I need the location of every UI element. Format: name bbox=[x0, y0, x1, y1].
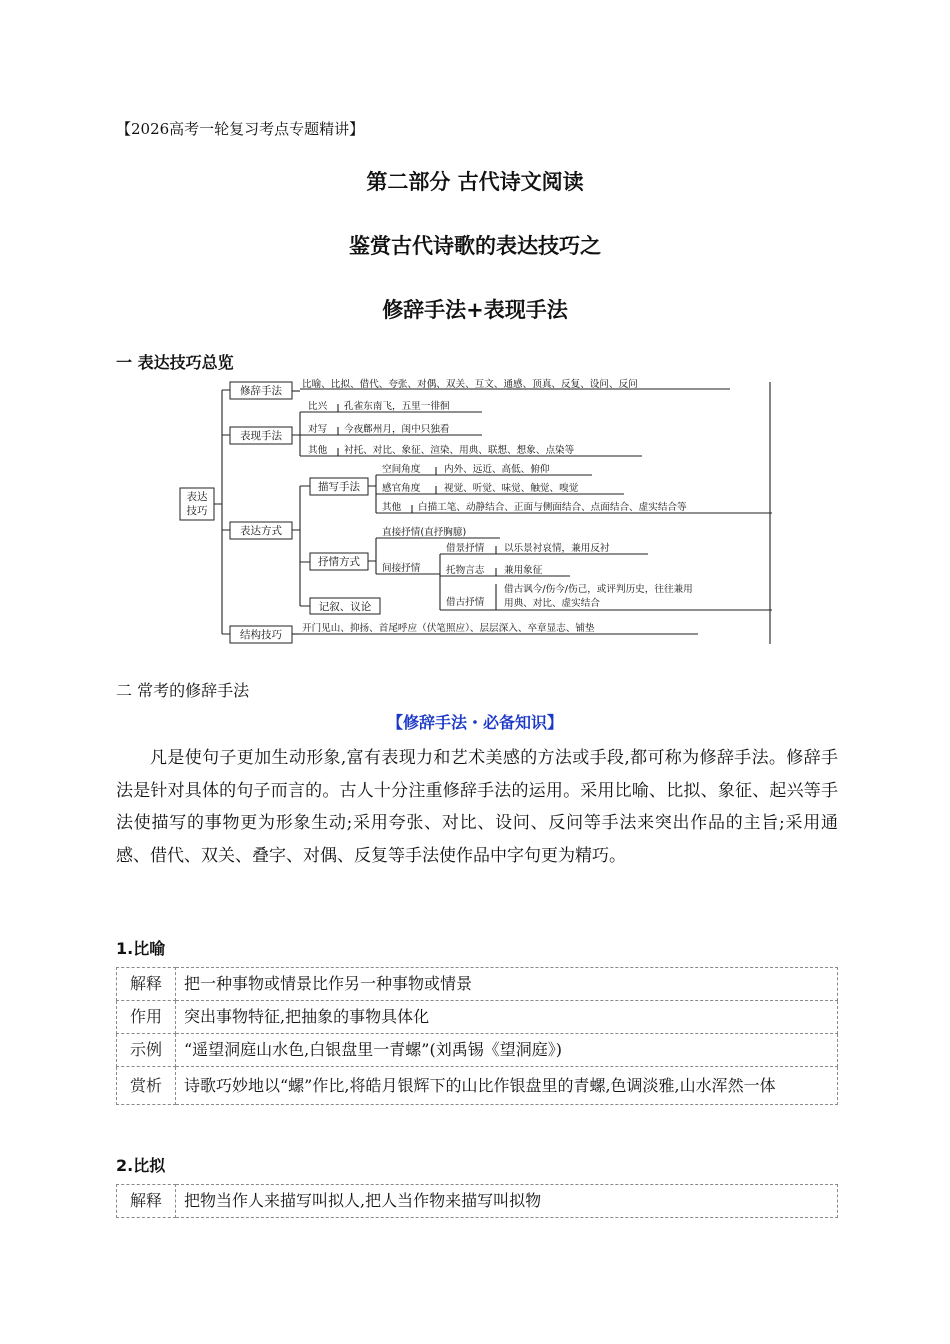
row-value: 诗歌巧妙地以“螺”作比,将皓月银辉下的山比作银盘里的青螺,色调淡雅,山水浑然一体 bbox=[176, 1067, 838, 1105]
mindmap-structure-label: 结构技巧 bbox=[240, 629, 282, 641]
row-key: 作用 bbox=[117, 1001, 176, 1034]
mindmap-rhetoric-label: 修辞手法 bbox=[240, 385, 282, 397]
mindmap-rhetoric-items: 比喻、比拟、借代、夸张、对偶、双关、互文、通感、顶真、反复、设问、反问 bbox=[302, 379, 638, 390]
mindmap-object-label: 托物言志 bbox=[446, 565, 485, 576]
page-title-line1: 鉴赏古代诗歌的表达技巧之 bbox=[349, 234, 601, 258]
part-title: 第二部分 古代诗文阅读 bbox=[366, 170, 584, 194]
row-value: “遥望洞庭山水色,白银盘里一青螺”(刘禹锡《望洞庭》) bbox=[176, 1034, 838, 1067]
table-row bbox=[117, 1034, 838, 1067]
mindmap-root-text-b: 技巧 bbox=[186, 505, 208, 517]
page-title-line2: 修辞手法+表现手法 bbox=[382, 298, 568, 322]
mindmap-object-items: 兼用象征 bbox=[504, 565, 543, 576]
mindmap-performance-label: 表现手法 bbox=[240, 430, 282, 442]
mindmap-root-label: 表达技巧 bbox=[195, 538, 199, 539]
mindmap-history-label: 借古抒情 bbox=[446, 597, 485, 608]
table-row bbox=[117, 1185, 838, 1218]
row-key: 解释 bbox=[117, 968, 176, 1001]
mindmap-sense-label: 感官角度 bbox=[382, 483, 421, 494]
mindmap-lyric-direct: 直接抒情(直抒胸臆) bbox=[382, 527, 467, 538]
mindmap-duixie-label: 对写 bbox=[308, 424, 328, 435]
row-value: 突出事物特征,把抽象的事物具体化 bbox=[176, 1001, 838, 1034]
knowledge-title: 【修辞手法・必备知识】 bbox=[386, 713, 563, 732]
mindmap-history-items-2: 用典、对比、虚实结合 bbox=[504, 598, 600, 609]
personification-table bbox=[116, 1184, 838, 1218]
mindmap-desc-other-items: 白描工笔、动静结合、正面与侧面结合、点面结合、虚实结合等 bbox=[418, 502, 687, 513]
expression-techniques-mindmap bbox=[178, 378, 772, 646]
mindmap-scene-items: 以乐景衬哀情，兼用反衬 bbox=[504, 543, 610, 554]
mindmap-sense-items: 视觉、听觉、味觉、触觉、嗅觉 bbox=[444, 483, 579, 494]
mindmap-lyric-label: 抒情方式 bbox=[318, 556, 360, 568]
mindmap-desc-other-label: 其他 bbox=[382, 502, 402, 513]
mindmap-perf-other-label: 其他 bbox=[308, 445, 328, 456]
intro-paragraph: 凡是使句子更加生动形象,富有表现力和艺术美感的方法或手段,都可称为修辞手法。修辞手法是针对具体的句子而言的。古人十分注重修辞手法的运用。采用比喻、比拟、象征、起兴等手法使描写的事物更为形象生动;采用夸张、对比、设问、反问等手法来突出作品的主旨;采用通感、借代、双关、叠字、对偶、反复等手法使作品中字句更为精巧。 bbox=[116, 748, 838, 866]
row-value: 把物当作人来描写叫拟人,把人当作物来描写叫拟物 bbox=[176, 1185, 838, 1218]
mindmap-structure-items: 开门见山、抑扬、首尾呼应（伏笔照应）、层层深入、卒章显志、铺垫 bbox=[302, 623, 595, 634]
mindmap-history-items-1: 借古讽今/伤今/伤己，或评判历史，往往兼用 bbox=[504, 584, 693, 595]
mindmap-lyric-indirect-label: 间接抒情 bbox=[382, 563, 421, 574]
section2-heading: 二 常考的修辞手法 bbox=[116, 681, 250, 700]
row-key: 赏析 bbox=[117, 1067, 176, 1105]
simile-heading: 1.比喻 bbox=[116, 939, 166, 958]
mindmap-perf-other-items: 衬托、对比、象征、渲染、用典、联想、想象、点染等 bbox=[344, 445, 575, 456]
table-row bbox=[117, 968, 838, 1001]
mindmap-narration-label: 记叙、议论 bbox=[318, 601, 372, 613]
row-key: 示例 bbox=[117, 1034, 176, 1067]
simile-table bbox=[116, 967, 838, 1105]
mindmap-bixing-label: 比兴 bbox=[308, 401, 328, 412]
mindmap-description-label: 描写手法 bbox=[318, 481, 360, 493]
mindmap-expression-label: 表达方式 bbox=[240, 525, 282, 537]
row-key: 解释 bbox=[117, 1185, 176, 1218]
mindmap-space-label: 空间角度 bbox=[382, 464, 421, 475]
mindmap-bixing-example: 孔雀东南飞，五里一徘徊 bbox=[344, 401, 450, 412]
table-row bbox=[117, 1067, 838, 1105]
mindmap-scene-label: 借景抒情 bbox=[446, 543, 485, 554]
series-label: 【2026高考一轮复习考点专题精讲】 bbox=[116, 120, 365, 138]
personification-heading: 2.比拟 bbox=[116, 1156, 166, 1175]
row-value: 把一种事物或情景比作另一种事物或情景 bbox=[176, 968, 838, 1001]
table-row bbox=[117, 1001, 838, 1034]
mindmap-root-text-a: 表达 bbox=[186, 491, 208, 503]
section1-heading: 一 表达技巧总览 bbox=[116, 353, 234, 372]
mindmap-duixie-example: 今夜鄜州月，闺中只独看 bbox=[344, 424, 450, 435]
mindmap-space-items: 内外、远近、高低、俯仰 bbox=[444, 464, 550, 475]
